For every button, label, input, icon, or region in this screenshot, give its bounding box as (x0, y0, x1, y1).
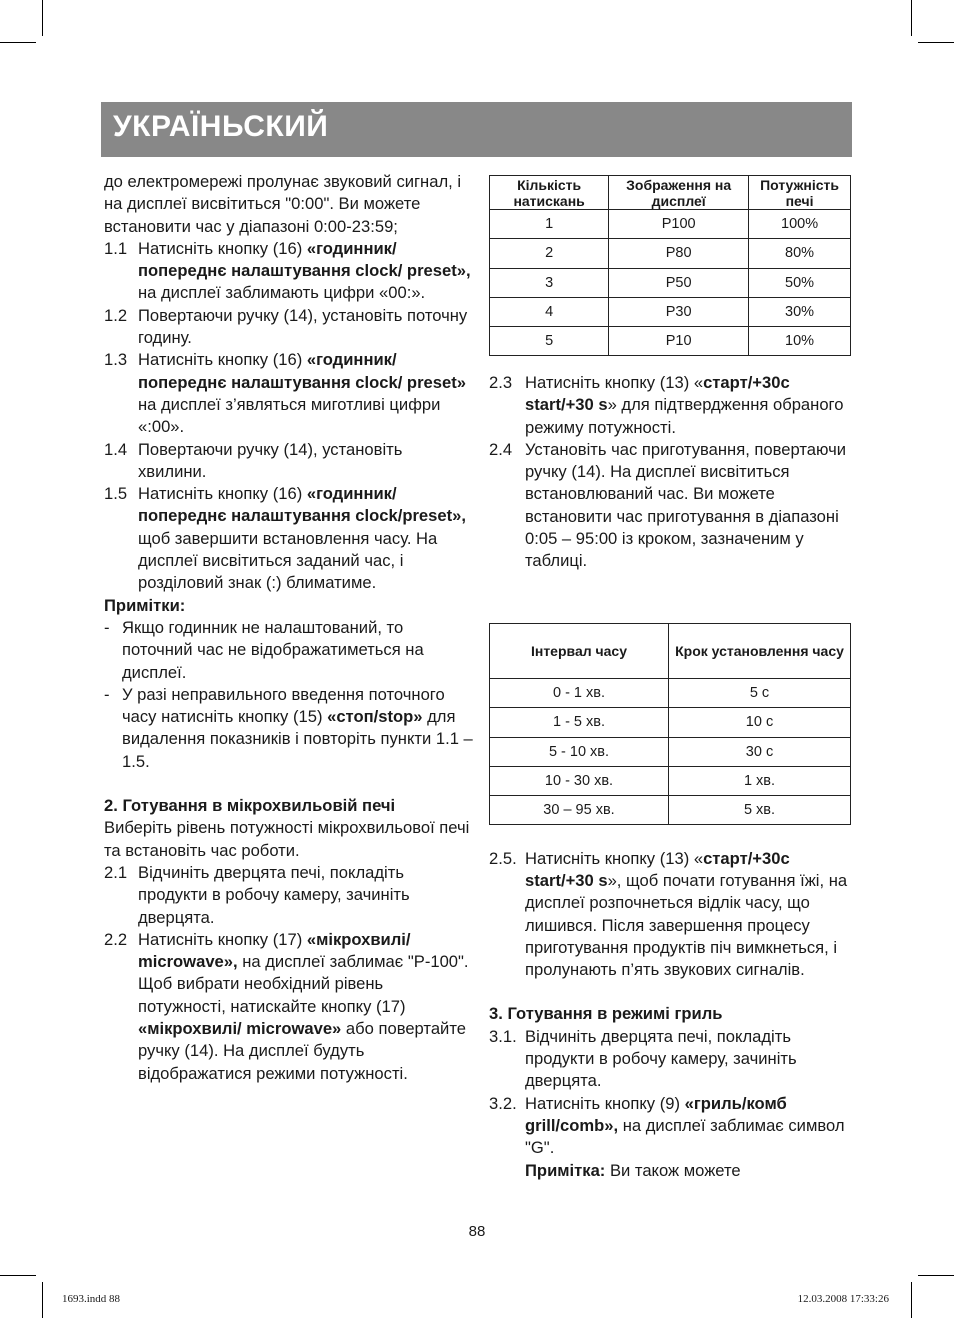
column-header: Крок установлення часу (669, 624, 851, 679)
crop-mark (0, 1275, 36, 1276)
step-number: 1.1 (104, 238, 128, 258)
crop-mark (911, 0, 912, 36)
step-number: 2.5. (489, 848, 517, 868)
column-header: Потужність печі (749, 176, 851, 210)
table-row (490, 766, 851, 795)
time-step-table (489, 623, 851, 825)
footer-date: 12.03.2008 17:33:26 (797, 1293, 889, 1305)
table-cell: P50 (609, 268, 749, 297)
list-item (489, 1093, 854, 1182)
table-row (490, 268, 851, 297)
list-item (104, 238, 474, 305)
table-cell: 30 с (669, 737, 851, 766)
column-header: Кількість натискань (490, 176, 609, 210)
table-row (490, 796, 851, 825)
section-2-title: 2. Готування в мікрохвильовій печі (104, 796, 396, 816)
step-number: 2.2 (104, 929, 128, 949)
table-cell: 80% (749, 239, 851, 268)
step-number: 2.3 (489, 373, 513, 392)
table-cell: 2 (490, 239, 609, 268)
notes-title: Примітки: (104, 595, 186, 615)
note-text: Якщо годинник не налаштований, то поточний час не відображатиметься на дисплеї. (122, 617, 424, 682)
crop-mark (0, 42, 36, 43)
table-cell: 30% (749, 297, 851, 326)
note-dash: - (104, 617, 110, 637)
table-header-row (490, 624, 851, 679)
step-text: Відчиніть дверцята печі, покладіть продукти в робочу камеру, зачиніть дверцята. (525, 1026, 797, 1091)
step-text: Натисніть кнопку (16) «годинник/ попереднє налаштування clock/ preset», на дисплеї заблимають цифри «00:». (138, 238, 471, 303)
table-row (490, 210, 851, 239)
list-item (104, 862, 474, 929)
crop-mark (918, 1275, 954, 1276)
table-cell: 10 - 30 хв. (490, 766, 669, 795)
power-level-table (489, 175, 851, 356)
table-row (490, 239, 851, 268)
column-header: Зображення на дисплеї (609, 176, 749, 210)
table-cell: 1 хв. (669, 766, 851, 795)
table-cell: 5 хв. (669, 796, 851, 825)
table-cell: P30 (609, 297, 749, 326)
intro-paragraph: до електромережі пролунає звуковий сигнал, і на дисплеї висвітиться "0:00". Ви можете встановити час у діапазоні 0:00-23:59; (104, 172, 462, 236)
table-cell: P100 (609, 210, 749, 239)
language-title: УКРАЇНЬСКИЙ (113, 110, 329, 143)
step-text: Повертаючи ручку (14), установіть хвилини. (138, 439, 403, 481)
table-row (490, 327, 851, 356)
spacer (104, 773, 474, 795)
step-text: Відчиніть дверцята печі, покладіть продукти в робочу камеру, зачиніть дверцята. (138, 862, 410, 927)
note-item (104, 617, 474, 684)
step-text: Натисніть кнопку (17) «мікрохвилі/ microwave», на дисплеї заблимає "P-100". Щоб вибрати необхідний рівень потужності, натискайте кнопку (17) «мікрохвилі/ microwave» або повертайте ручку (14). На дисплеї будуть відображатися режими потужності. (138, 929, 469, 1083)
section-3-title: 3. Готування в режимі гриль (489, 1004, 723, 1024)
step-number: 2.1 (104, 862, 128, 882)
crop-mark (42, 0, 43, 36)
table-row (490, 708, 851, 737)
table-cell: 30 – 95 хв. (490, 796, 669, 825)
note-item (104, 684, 474, 773)
list-item (104, 439, 474, 484)
table-row (490, 679, 851, 708)
step-text: Натисніть кнопку (16) «годинник/ попереднє налаштування clock/preset», щоб завершити встановлення часу. На дисплеї висвітиться заданий час, і розділовий знак (:) блиматиме. (138, 484, 466, 593)
section-2-intro: Виберіть рівень потужності мікрохвильової печі та встановіть час роботи. (104, 818, 470, 860)
step-text: Установіть час приготування, повертаючи ручку (14). На дисплеї висвітиться встановлюваний час. Ви можете встановити час приготування в діапазоні 0:05 – 95:00 із кроком, зазначеним у таблиці. (525, 439, 846, 571)
step-number: 3.1. (489, 1026, 517, 1046)
column-header: Інтервал часу (490, 624, 669, 679)
list-item (104, 483, 474, 594)
step-number: 1.5 (104, 484, 128, 504)
table-cell: 4 (490, 297, 609, 326)
crop-mark (918, 42, 954, 43)
step-number: 3.2. (489, 1093, 517, 1113)
step-text: Повертаючи ручку (14), установіть поточну годину. (138, 305, 468, 348)
table-cell: 1 - 5 хв. (490, 708, 669, 737)
table-cell: 5 с (669, 679, 851, 708)
note-text: У разі неправильного введення поточного часу натисніть кнопку (15) «стоп/stop» для видалення показників і повторіть пункти 1.1 – 1.5. (122, 684, 473, 771)
table-cell: P10 (609, 327, 749, 356)
list-item (489, 1026, 854, 1093)
spacer (489, 981, 854, 1003)
step-text: Натисніть кнопку (13) «старт/+30с start/+30 s», щоб почати готування їжі, на дисплеї розпочнеться відлік часу, що лишився. Після завершення процесу приготування продуктів піч вимкнеться, і пролунають п’ять звукових сигналів. (525, 848, 848, 980)
table-row (490, 737, 851, 766)
crop-mark (911, 1282, 912, 1318)
step-number: 1.4 (104, 439, 128, 459)
list-item (104, 305, 474, 350)
footer-file: 1693.indd 88 (62, 1293, 121, 1305)
page-number: 88 (468, 1223, 486, 1240)
table-cell: 5 - 10 хв. (490, 737, 669, 766)
language-header-bar (101, 102, 852, 157)
step-number: 1.3 (104, 350, 128, 370)
list-item (489, 439, 854, 573)
table-cell: 5 (490, 327, 609, 356)
table-cell: 10 с (669, 708, 851, 737)
list-item (489, 372, 854, 439)
left-column (104, 171, 474, 1085)
list-item (104, 349, 474, 438)
step-number: 2.4 (489, 439, 513, 459)
crop-mark (42, 1282, 43, 1318)
list-item (104, 929, 474, 1085)
table-cell: P80 (609, 239, 749, 268)
table-header-row (490, 176, 851, 210)
note-dash: - (104, 684, 110, 704)
step-text: Натисніть кнопку (13) «старт/+30с start/+30 s» для підтвердження обраного режиму потужності. (525, 373, 844, 437)
list-item (489, 848, 854, 982)
table-row (490, 297, 851, 326)
table-cell: 50% (749, 268, 851, 297)
step-text: Натисніть кнопку (9) «гриль/комб grill/comb», на дисплеї заблимає символ "G". Примітка: Ви також можете (525, 1093, 845, 1180)
table-cell: 10% (749, 327, 851, 356)
step-number: 1.2 (104, 305, 128, 325)
table-cell: 1 (490, 210, 609, 239)
table-cell: 3 (490, 268, 609, 297)
table-cell: 100% (749, 210, 851, 239)
step-text: Натисніть кнопку (16) «годинник/ попереднє налаштування clock/ preset» на дисплеї з’являться миготливі цифри «:00». (138, 350, 466, 437)
table-cell: 0 - 1 хв. (490, 679, 669, 708)
